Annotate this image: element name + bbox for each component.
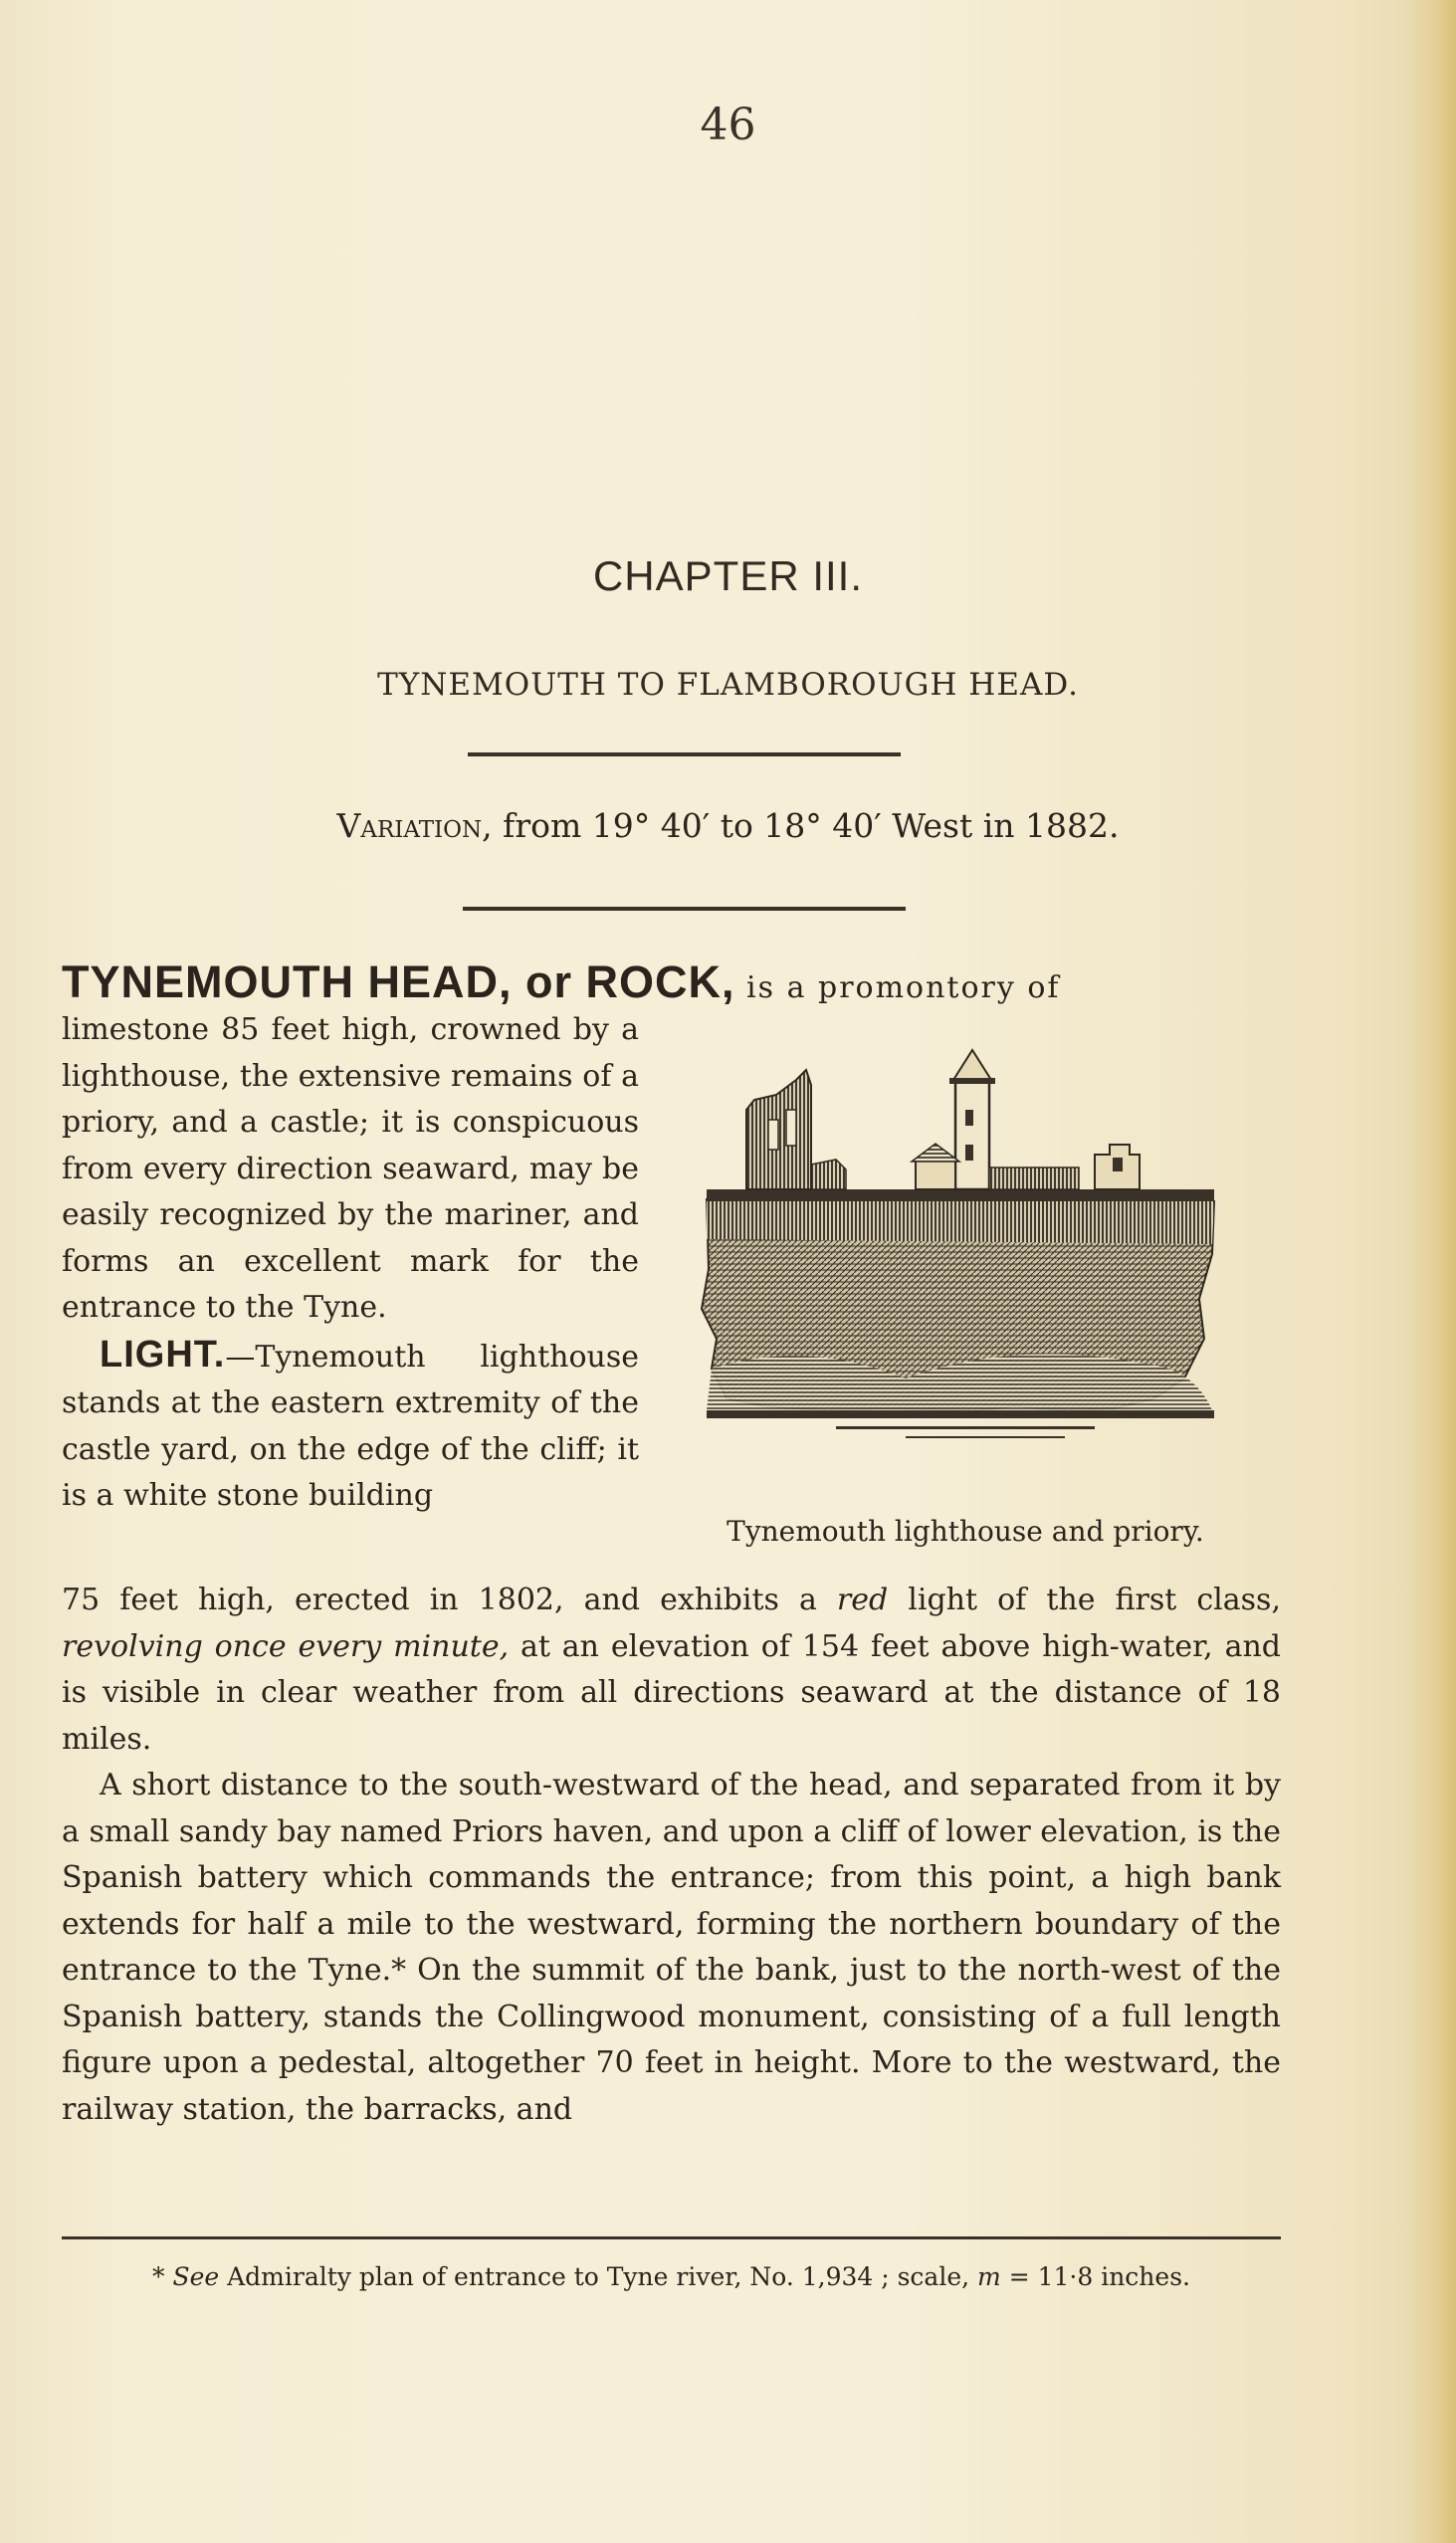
- body-text: [62, 1578, 1281, 2133]
- castle-wall: [989, 1167, 1079, 1189]
- footnote-m: m: [977, 2262, 1001, 2291]
- cliff-top: [707, 1199, 1214, 1244]
- variation-label: Variation,: [336, 806, 493, 845]
- red-emphasis: red: [836, 1583, 889, 1617]
- lighthouse-gallery: [949, 1078, 995, 1084]
- light-paragraph-cont: [62, 1578, 1281, 1763]
- section-title: TYNEMOUTH TO FLAMBOROUGH HEAD.: [377, 667, 1079, 703]
- page-number: 46: [700, 100, 756, 150]
- priory-window: [768, 1120, 778, 1150]
- footnote-rule: [62, 2236, 1281, 2239]
- light-text: —Tynemouth lighthouse stands at the eastern extremity of the castle yard, on the edge of the cliff; it is a white stone building: [62, 1339, 639, 1513]
- entry-heading-line: [62, 956, 1281, 1011]
- light-text-part: at an elevation of 154 feet above high-water, and is visible in clear weather from all directions seaward at the distance of 18 miles.: [62, 1628, 1281, 1757]
- variation-text: from 19° 40′ to 18° 40′ West in 1882.: [492, 806, 1120, 845]
- text-column: [62, 1007, 639, 1520]
- light-paragraph-start: [62, 1332, 639, 1520]
- variation-line: [0, 806, 1456, 845]
- figure-caption: Tynemouth lighthouse and priory.: [727, 1515, 1204, 1548]
- entry-heading: TYNEMOUTH HEAD, or ROCK,: [62, 956, 735, 1007]
- entry-description: limestone 85 feet high, crowned by a lighthouse, the extensive remains of a priory, and a castle; it is conspicuous from every direction seaward, may be easily recognized by the mariner, and forms an excellent mark for the entrance to the Tyne.: [62, 1012, 639, 1325]
- footnote-see: See: [172, 2262, 220, 2291]
- shore-line: [707, 1410, 1214, 1418]
- keeper-house: [916, 1160, 955, 1189]
- footnote: [62, 2262, 1281, 2291]
- lighthouse-window: [965, 1145, 973, 1161]
- lighthouse-lantern: [953, 1050, 991, 1080]
- footnote-eq: = 11·8 inches.: [1000, 2262, 1190, 2291]
- entry-heading-rest: is a promontory of: [734, 970, 1061, 1005]
- divider-rule: [463, 907, 906, 911]
- gatehouse-window: [1113, 1158, 1123, 1171]
- footnote-marker: *: [152, 2262, 173, 2291]
- ground-line: [707, 1189, 1214, 1201]
- priory-wall: [811, 1160, 846, 1189]
- lighthouse-window: [965, 1110, 973, 1126]
- keeper-roof: [912, 1144, 959, 1162]
- light-text-part: light of the first class,: [888, 1583, 1281, 1617]
- lighthouse-tower: [955, 1080, 989, 1189]
- water-line: [906, 1436, 1065, 1438]
- paragraph-spanish-battery: A short distance to the south-westward of the head, and separated from it by a small sandy bay named Priors haven, and upon a cliff of lower elevation, is the Spanish battery which commands the entrance; from this point, a high bank extends for half a mile to the westward, forming the northern boundary of the entrance to the Tyne.* On the summit of the bank, just to the north-west of the Spanish battery, stands the Collingwood monument, consisting of a full length figure upon a pedestal, altogether 70 feet in height. More to the westward, the railway station, the barracks, and: [62, 1768, 1281, 2127]
- priory-window: [786, 1110, 796, 1146]
- footnote-text: Admiralty plan of entrance to Tyne river, No. 1,934 ; scale,: [219, 2262, 978, 2291]
- light-heading: LIGHT.: [100, 1333, 226, 1376]
- light-text-part: 75 feet high, erected in 1802, and exhibits a: [62, 1583, 837, 1617]
- water-line: [836, 1426, 1095, 1429]
- revolving-emphasis: revolving once every minute,: [62, 1628, 510, 1664]
- lighthouse-illustration: [687, 1040, 1244, 1518]
- page-edge: [1408, 0, 1456, 2543]
- divider-rule: [468, 752, 901, 756]
- chapter-heading: CHAPTER III.: [592, 552, 864, 599]
